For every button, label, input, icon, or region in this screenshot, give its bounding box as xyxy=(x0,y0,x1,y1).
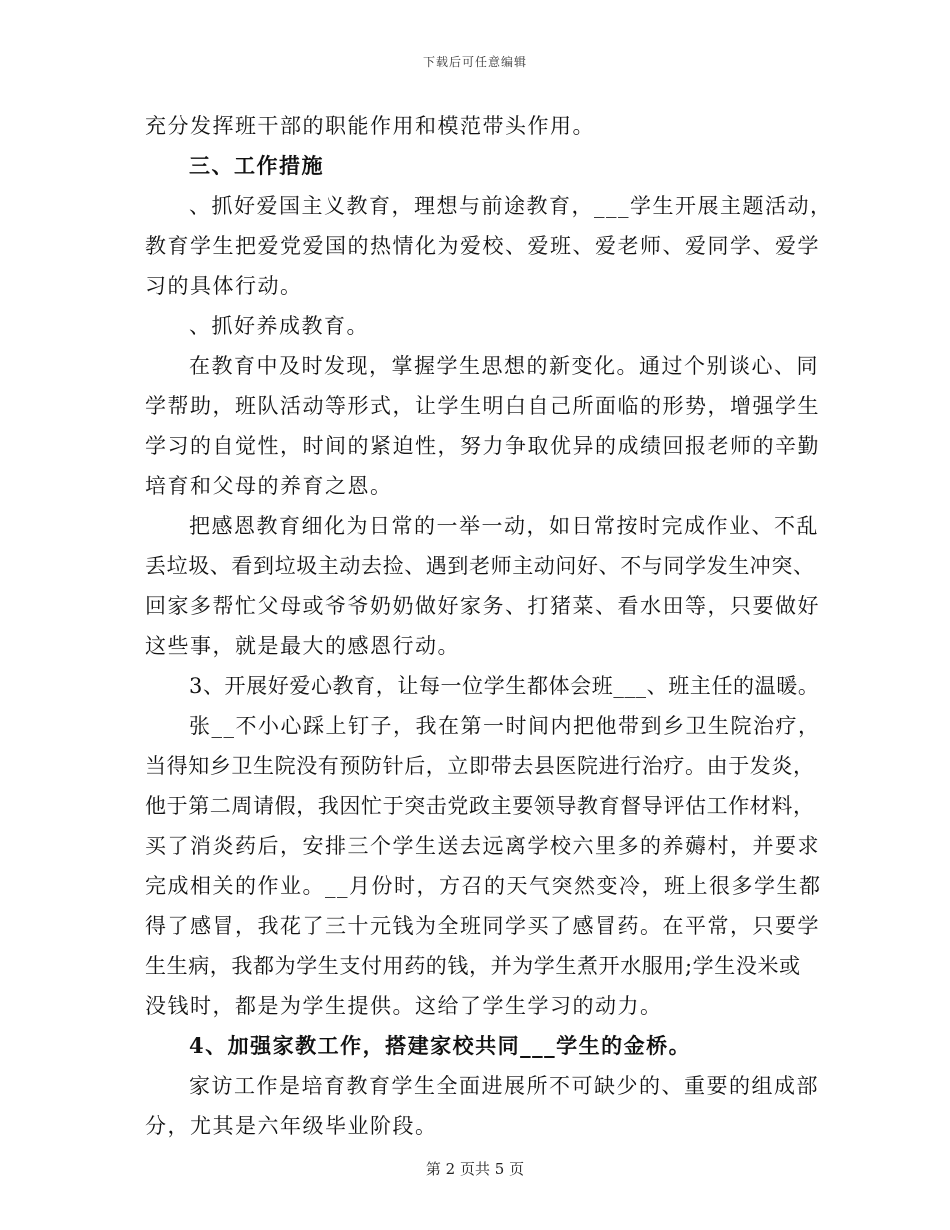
body-line: 这些事，就是最大的感恩行动。 xyxy=(145,634,460,658)
body-line: 、抓好爱国主义教育，理想与前途教育，___学生开展主题活动， xyxy=(189,194,833,218)
body-line: 没钱时，都是为学生提供。这给了学生学习的动力。 xyxy=(145,994,663,1018)
body-line: 得了感冒，我花了三十元钱为全班同学买了感冒药。在平常，只要学 xyxy=(145,914,820,938)
section-heading: 三、工作措施 xyxy=(189,153,324,178)
body-line: 把感恩教育细化为日常的一举一动，如日常按时完成作业、不乱 xyxy=(189,514,819,538)
page-number: 第 2 页共 5 页 xyxy=(425,1160,525,1178)
body-line: 分，尤其是六年级毕业阶段。 xyxy=(145,1114,438,1138)
body-line: 培育和父母的养育之恩。 xyxy=(145,474,393,498)
body-line: 张__不小心踩上钉子，我在第一时间内把他带到乡卫生院治疗， xyxy=(189,714,821,738)
body-line: 丢垃圾、看到垃圾主动去捡、遇到老师主动问好、不与同学发生冲突、 xyxy=(145,554,815,578)
body-line: 家访工作是培育教育学生全面进展所不可缺少的、重要的组成部 xyxy=(189,1074,819,1098)
section-heading: 4、加强家教工作，搭建家校共同___学生的金桥。 xyxy=(189,1033,692,1058)
body-line: 他于第二周请假，我因忙于突击党政主要领导教育督导评估工作材料， xyxy=(145,794,815,818)
body-line: 买了消炎药后，安排三个学生送去远离学校六里多的养薅村，并要求 xyxy=(145,834,820,858)
body-line: 当得知乡卫生院没有预防针后，立即带去县医院进行治疗。由于发炎， xyxy=(145,754,815,778)
body-line: 习的具体行动。 xyxy=(145,274,303,298)
body-line: 学习的自觉性，时间的紧迫性，努力争取优异的成绩回报老师的辛勤 xyxy=(145,434,820,458)
body-line: 充分发挥班干部的职能作用和模范带头作用。 xyxy=(145,114,595,138)
document-body xyxy=(145,106,833,1146)
body-line: 生生病，我都为学生支付用药的钱，并为学生煮开水服用;学生没米或 xyxy=(145,954,801,978)
body-line: 、抓好养成教育。 xyxy=(189,314,369,338)
body-line: 回家多帮忙父母或爷爷奶奶做好家务、打猪菜、看水田等，只要做好 xyxy=(145,594,820,618)
page-header-note: 下载后可任意编辑 xyxy=(422,55,527,69)
body-line: 教育学生把爱党爱国的热情化为爱校、爱班、爱老师、爱同学、爱学 xyxy=(145,234,820,258)
body-line: 完成相关的作业。__月份时，方召的天气突然变冷，班上很多学生都 xyxy=(145,874,822,898)
body-line: 在教育中及时发现，掌握学生思想的新变化。通过个别谈心、同 xyxy=(189,354,819,378)
body-line: 学帮助，班队活动等形式，让学生明白自己所面临的形势，增强学生 xyxy=(145,394,820,418)
body-line: 3、开展好爱心教育，让每一位学生都体会班___、班主任的温暖。 xyxy=(189,674,820,698)
